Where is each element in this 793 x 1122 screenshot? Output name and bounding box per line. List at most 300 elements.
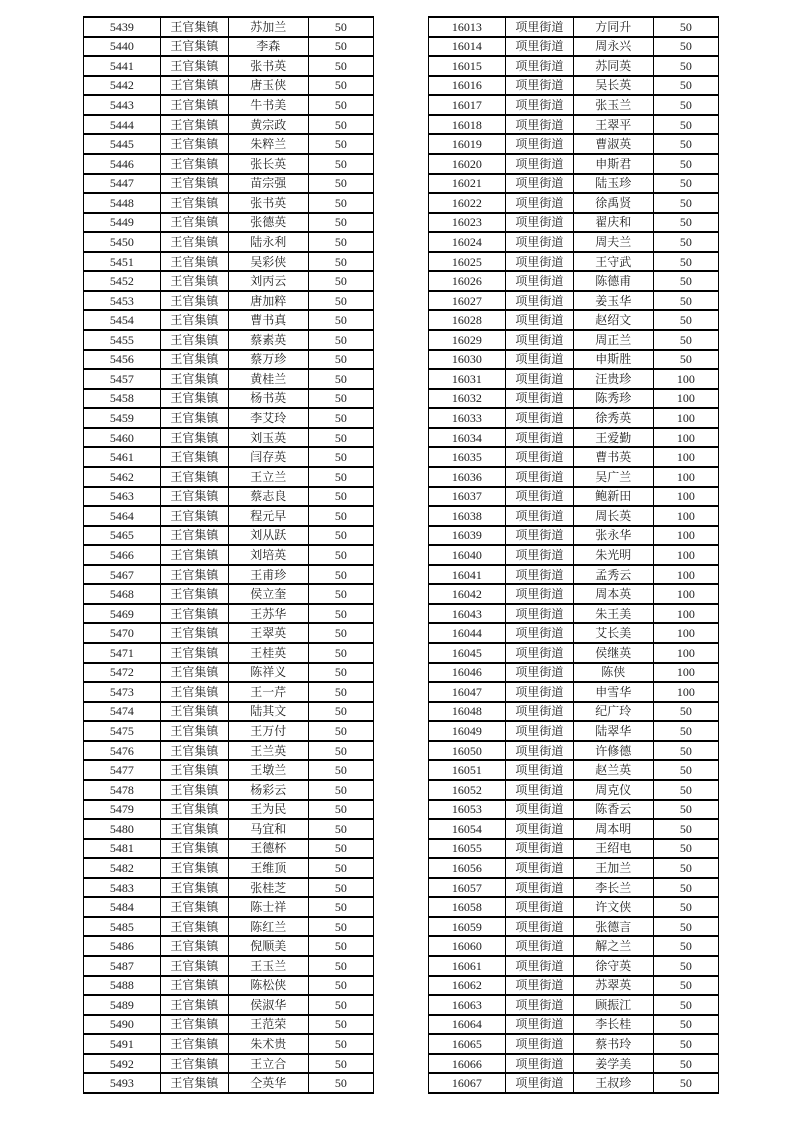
township-cell: 王官集镇: [160, 956, 228, 976]
township-cell: 项里街道: [505, 487, 573, 507]
amount-cell: 50: [653, 56, 718, 76]
person-name-cell: 陈祥义: [228, 663, 308, 683]
township-cell: 项里街道: [505, 154, 573, 174]
person-name-cell: 李森: [228, 37, 308, 57]
person-name-cell: 申斯胜: [573, 350, 653, 370]
serial-number-cell: 5470: [84, 623, 161, 643]
table-row: [84, 800, 374, 820]
table-row: [84, 917, 374, 937]
township-cell: 项里街道: [505, 310, 573, 330]
table-row: [429, 369, 719, 389]
table-row: [429, 663, 719, 683]
township-cell: 项里街道: [505, 271, 573, 291]
serial-number-cell: 16014: [429, 37, 506, 57]
township-cell: 王官集镇: [160, 350, 228, 370]
township-cell: 项里街道: [505, 291, 573, 311]
person-name-cell: 许文侠: [573, 897, 653, 917]
person-name-cell: 张永华: [573, 526, 653, 546]
amount-cell: 50: [308, 134, 373, 154]
amount-cell: 50: [308, 271, 373, 291]
person-name-cell: 王范荣: [228, 1015, 308, 1035]
amount-cell: 50: [308, 428, 373, 448]
amount-cell: 50: [308, 995, 373, 1015]
table-row: [84, 897, 374, 917]
person-name-cell: 吴彩侠: [228, 252, 308, 272]
person-name-cell: 徐秀英: [573, 408, 653, 428]
township-cell: 项里街道: [505, 663, 573, 683]
serial-number-cell: 16042: [429, 584, 506, 604]
township-cell: 项里街道: [505, 604, 573, 624]
amount-cell: 50: [653, 134, 718, 154]
township-cell: 项里街道: [505, 95, 573, 115]
township-cell: 王官集镇: [160, 408, 228, 428]
amount-cell: 50: [308, 721, 373, 741]
table-row: [429, 917, 719, 937]
person-name-cell: 赵兰英: [573, 760, 653, 780]
township-cell: 王官集镇: [160, 858, 228, 878]
amount-cell: 50: [653, 780, 718, 800]
serial-number-cell: 5471: [84, 643, 161, 663]
person-name-cell: 解之兰: [573, 936, 653, 956]
amount-cell: 50: [653, 291, 718, 311]
township-cell: 项里街道: [505, 428, 573, 448]
person-name-cell: 朱光明: [573, 545, 653, 565]
township-cell: 项里街道: [505, 56, 573, 76]
serial-number-cell: 16030: [429, 350, 506, 370]
serial-number-cell: 5479: [84, 800, 161, 820]
amount-cell: 50: [308, 956, 373, 976]
table-row: [84, 956, 374, 976]
serial-number-cell: 16044: [429, 623, 506, 643]
township-cell: 项里街道: [505, 467, 573, 487]
township-cell: 王官集镇: [160, 213, 228, 233]
table-row: [429, 174, 719, 194]
amount-cell: 50: [653, 174, 718, 194]
serial-number-cell: 16032: [429, 389, 506, 409]
amount-cell: 50: [308, 76, 373, 96]
township-cell: 项里街道: [505, 956, 573, 976]
table-row: [84, 663, 374, 683]
serial-number-cell: 5446: [84, 154, 161, 174]
person-name-cell: 马宜和: [228, 819, 308, 839]
township-cell: 王官集镇: [160, 252, 228, 272]
table-row: [84, 1034, 374, 1054]
table-row: [429, 271, 719, 291]
person-name-cell: 王维顶: [228, 858, 308, 878]
serial-number-cell: 5484: [84, 897, 161, 917]
table-row: [429, 408, 719, 428]
person-name-cell: 姜玉华: [573, 291, 653, 311]
serial-number-cell: 16045: [429, 643, 506, 663]
amount-cell: 50: [653, 702, 718, 722]
table-row: [84, 682, 374, 702]
person-name-cell: 王叔珍: [573, 1073, 653, 1093]
amount-cell: 100: [653, 643, 718, 663]
table-row: [84, 623, 374, 643]
person-name-cell: 孟秀云: [573, 565, 653, 585]
township-cell: 王官集镇: [160, 232, 228, 252]
township-cell: 项里街道: [505, 995, 573, 1015]
township-cell: 王官集镇: [160, 1015, 228, 1035]
amount-cell: 50: [308, 487, 373, 507]
serial-number-cell: 16063: [429, 995, 506, 1015]
township-cell: 项里街道: [505, 878, 573, 898]
table-row: [84, 37, 374, 57]
person-name-cell: 赵绍文: [573, 310, 653, 330]
township-cell: 王官集镇: [160, 741, 228, 761]
person-name-cell: 周本明: [573, 819, 653, 839]
person-name-cell: 曹书真: [228, 310, 308, 330]
person-name-cell: 侯立奎: [228, 584, 308, 604]
amount-cell: 50: [308, 17, 373, 37]
person-name-cell: 陆玉珍: [573, 174, 653, 194]
table-row: [429, 428, 719, 448]
table-row: [429, 819, 719, 839]
table-row: [429, 545, 719, 565]
table-row: [429, 936, 719, 956]
township-cell: 王官集镇: [160, 134, 228, 154]
serial-number-cell: 16062: [429, 976, 506, 996]
serial-number-cell: 16028: [429, 310, 506, 330]
township-cell: 项里街道: [505, 1015, 573, 1035]
person-name-cell: 蔡万珍: [228, 350, 308, 370]
township-cell: 王官集镇: [160, 584, 228, 604]
serial-number-cell: 5453: [84, 291, 161, 311]
table-row: [429, 213, 719, 233]
township-cell: 项里街道: [505, 213, 573, 233]
table-row: [84, 721, 374, 741]
table-row: [429, 780, 719, 800]
person-name-cell: 王墩兰: [228, 760, 308, 780]
township-cell: 王官集镇: [160, 271, 228, 291]
table-row: [429, 721, 719, 741]
serial-number-cell: 5486: [84, 936, 161, 956]
person-name-cell: 徐禹贤: [573, 193, 653, 213]
township-cell: 项里街道: [505, 408, 573, 428]
township-cell: 项里街道: [505, 839, 573, 859]
table-row: [84, 741, 374, 761]
person-name-cell: 吴长英: [573, 76, 653, 96]
person-name-cell: 仝英华: [228, 1073, 308, 1093]
person-name-cell: 纪广玲: [573, 702, 653, 722]
table-row: [429, 682, 719, 702]
table-row: [84, 1015, 374, 1035]
person-name-cell: 李长兰: [573, 878, 653, 898]
table-row: [429, 76, 719, 96]
amount-cell: 50: [308, 506, 373, 526]
person-name-cell: 侯淑华: [228, 995, 308, 1015]
serial-number-cell: 16052: [429, 780, 506, 800]
table-row: [429, 897, 719, 917]
township-cell: 项里街道: [505, 389, 573, 409]
person-name-cell: 蔡素英: [228, 330, 308, 350]
person-name-cell: 陈松侠: [228, 976, 308, 996]
amount-cell: 50: [308, 917, 373, 937]
serial-number-cell: 5489: [84, 995, 161, 1015]
serial-number-cell: 5468: [84, 584, 161, 604]
person-name-cell: 张书英: [228, 56, 308, 76]
amount-cell: 50: [653, 310, 718, 330]
person-name-cell: 王万付: [228, 721, 308, 741]
table-row: [84, 565, 374, 585]
person-name-cell: 王立合: [228, 1054, 308, 1074]
amount-cell: 100: [653, 682, 718, 702]
table-row: [429, 95, 719, 115]
amount-cell: 50: [653, 721, 718, 741]
person-name-cell: 吴广兰: [573, 467, 653, 487]
serial-number-cell: 5483: [84, 878, 161, 898]
township-cell: 王官集镇: [160, 936, 228, 956]
serial-number-cell: 5448: [84, 193, 161, 213]
serial-number-cell: 16016: [429, 76, 506, 96]
serial-number-cell: 5487: [84, 956, 161, 976]
person-name-cell: 陈侠: [573, 663, 653, 683]
serial-number-cell: 16065: [429, 1034, 506, 1054]
township-cell: 项里街道: [505, 369, 573, 389]
township-cell: 王官集镇: [160, 17, 228, 37]
person-name-cell: 张桂芝: [228, 878, 308, 898]
person-name-cell: 周长英: [573, 506, 653, 526]
table-row: [429, 506, 719, 526]
township-cell: 项里街道: [505, 447, 573, 467]
table-row: [84, 976, 374, 996]
serial-number-cell: 5492: [84, 1054, 161, 1074]
township-cell: 王官集镇: [160, 760, 228, 780]
person-name-cell: 周克仪: [573, 780, 653, 800]
table-row: [84, 878, 374, 898]
person-name-cell: 周永兴: [573, 37, 653, 57]
amount-cell: 100: [653, 584, 718, 604]
amount-cell: 50: [308, 213, 373, 233]
township-cell: 王官集镇: [160, 995, 228, 1015]
serial-number-cell: 16031: [429, 369, 506, 389]
serial-number-cell: 16027: [429, 291, 506, 311]
person-name-cell: 刘玉英: [228, 428, 308, 448]
table-row: [84, 506, 374, 526]
township-cell: 项里街道: [505, 741, 573, 761]
table-row: [429, 487, 719, 507]
amount-cell: 50: [308, 604, 373, 624]
table-row: [84, 134, 374, 154]
serial-number-cell: 16040: [429, 545, 506, 565]
person-name-cell: 鲍新田: [573, 487, 653, 507]
person-name-cell: 陆其文: [228, 702, 308, 722]
township-cell: 王官集镇: [160, 682, 228, 702]
serial-number-cell: 5472: [84, 663, 161, 683]
table-row: [84, 76, 374, 96]
township-cell: 王官集镇: [160, 623, 228, 643]
serial-number-cell: 16054: [429, 819, 506, 839]
table-row: [84, 369, 374, 389]
table-row: [429, 330, 719, 350]
serial-number-cell: 5476: [84, 741, 161, 761]
amount-cell: 50: [653, 819, 718, 839]
township-cell: 项里街道: [505, 858, 573, 878]
township-cell: 项里街道: [505, 1073, 573, 1093]
table-row: [84, 56, 374, 76]
table-row: [84, 545, 374, 565]
serial-number-cell: 5456: [84, 350, 161, 370]
township-cell: 项里街道: [505, 134, 573, 154]
table-row: [84, 252, 374, 272]
amount-cell: 50: [308, 584, 373, 604]
table-row: [84, 330, 374, 350]
amount-cell: 50: [308, 858, 373, 878]
table-row: [84, 1073, 374, 1093]
amount-cell: 50: [308, 174, 373, 194]
amount-cell: 50: [653, 995, 718, 1015]
township-cell: 王官集镇: [160, 389, 228, 409]
amount-cell: 50: [653, 1073, 718, 1093]
township-cell: 项里街道: [505, 526, 573, 546]
serial-number-cell: 5462: [84, 467, 161, 487]
table-row: [429, 956, 719, 976]
amount-cell: 50: [308, 408, 373, 428]
person-name-cell: 汪贵珍: [573, 369, 653, 389]
amount-cell: 100: [653, 447, 718, 467]
serial-number-cell: 16023: [429, 213, 506, 233]
serial-number-cell: 16024: [429, 232, 506, 252]
table-row: [429, 467, 719, 487]
person-name-cell: 王兰英: [228, 741, 308, 761]
township-cell: 王官集镇: [160, 330, 228, 350]
table-row: [429, 623, 719, 643]
serial-number-cell: 16043: [429, 604, 506, 624]
amount-cell: 50: [308, 819, 373, 839]
township-cell: 王官集镇: [160, 604, 228, 624]
township-cell: 项里街道: [505, 506, 573, 526]
person-name-cell: 王绍电: [573, 839, 653, 859]
person-name-cell: 王加兰: [573, 858, 653, 878]
township-cell: 项里街道: [505, 917, 573, 937]
table-row: [84, 213, 374, 233]
person-name-cell: 侯继英: [573, 643, 653, 663]
amount-cell: 50: [308, 643, 373, 663]
amount-cell: 50: [308, 1073, 373, 1093]
person-name-cell: 闫存英: [228, 447, 308, 467]
amount-cell: 50: [308, 623, 373, 643]
person-name-cell: 王苏华: [228, 604, 308, 624]
person-name-cell: 张玉兰: [573, 95, 653, 115]
township-cell: 项里街道: [505, 897, 573, 917]
amount-cell: 50: [308, 976, 373, 996]
serial-number-cell: 5441: [84, 56, 161, 76]
table-row: [429, 447, 719, 467]
amount-cell: 100: [653, 623, 718, 643]
serial-number-cell: 16055: [429, 839, 506, 859]
amount-cell: 50: [308, 232, 373, 252]
amount-cell: 50: [308, 56, 373, 76]
person-name-cell: 刘培英: [228, 545, 308, 565]
table-row: [84, 350, 374, 370]
table-row: [429, 154, 719, 174]
amount-cell: 50: [653, 897, 718, 917]
serial-number-cell: 5457: [84, 369, 161, 389]
serial-number-cell: 5447: [84, 174, 161, 194]
person-name-cell: 周夫兰: [573, 232, 653, 252]
serial-number-cell: 16037: [429, 487, 506, 507]
table-row: [429, 389, 719, 409]
amount-cell: 50: [653, 839, 718, 859]
table-row: [84, 291, 374, 311]
township-cell: 王官集镇: [160, 643, 228, 663]
amount-cell: 50: [653, 1054, 718, 1074]
serial-number-cell: 16038: [429, 506, 506, 526]
amount-cell: 50: [653, 741, 718, 761]
serial-number-cell: 16049: [429, 721, 506, 741]
serial-number-cell: 16017: [429, 95, 506, 115]
table-row: [84, 780, 374, 800]
amount-cell: 50: [308, 741, 373, 761]
person-name-cell: 唐玉侠: [228, 76, 308, 96]
amount-cell: 50: [653, 956, 718, 976]
table-row: [429, 526, 719, 546]
person-name-cell: 陈香云: [573, 800, 653, 820]
amount-cell: 50: [308, 252, 373, 272]
serial-number-cell: 16035: [429, 447, 506, 467]
table-row: [429, 604, 719, 624]
serial-number-cell: 16036: [429, 467, 506, 487]
person-name-cell: 王甫珍: [228, 565, 308, 585]
serial-number-cell: 5477: [84, 760, 161, 780]
amount-cell: 50: [308, 1015, 373, 1035]
amount-cell: 100: [653, 408, 718, 428]
serial-number-cell: 16050: [429, 741, 506, 761]
serial-number-cell: 5463: [84, 487, 161, 507]
amount-cell: 100: [653, 526, 718, 546]
table-row: [429, 350, 719, 370]
amount-cell: 100: [653, 565, 718, 585]
amount-cell: 50: [308, 154, 373, 174]
serial-number-cell: 16064: [429, 1015, 506, 1035]
amount-cell: 50: [308, 936, 373, 956]
township-cell: 王官集镇: [160, 878, 228, 898]
person-name-cell: 王一芹: [228, 682, 308, 702]
amount-cell: 100: [653, 467, 718, 487]
person-name-cell: 陆翠华: [573, 721, 653, 741]
person-name-cell: 王德杯: [228, 839, 308, 859]
amount-cell: 50: [308, 350, 373, 370]
serial-number-cell: 16053: [429, 800, 506, 820]
serial-number-cell: 5490: [84, 1015, 161, 1035]
table-row: [429, 565, 719, 585]
amount-cell: 50: [308, 780, 373, 800]
person-name-cell: 王翠平: [573, 115, 653, 135]
amount-cell: 50: [308, 291, 373, 311]
table-row: [429, 1015, 719, 1035]
amount-cell: 50: [308, 1034, 373, 1054]
serial-number-cell: 5482: [84, 858, 161, 878]
serial-number-cell: 16018: [429, 115, 506, 135]
person-name-cell: 陈士祥: [228, 897, 308, 917]
amount-cell: 100: [653, 389, 718, 409]
table-row: [429, 584, 719, 604]
person-name-cell: 刘丙云: [228, 271, 308, 291]
township-cell: 王官集镇: [160, 37, 228, 57]
amount-cell: 50: [653, 350, 718, 370]
amount-cell: 50: [653, 95, 718, 115]
serial-number-cell: 16048: [429, 702, 506, 722]
amount-cell: 50: [653, 232, 718, 252]
table-row: [429, 741, 719, 761]
township-cell: 项里街道: [505, 174, 573, 194]
township-cell: 王官集镇: [160, 819, 228, 839]
table-row: [84, 702, 374, 722]
right-roster-table: [428, 16, 719, 1094]
amount-cell: 50: [308, 878, 373, 898]
person-name-cell: 曹淑英: [573, 134, 653, 154]
amount-cell: 50: [308, 467, 373, 487]
